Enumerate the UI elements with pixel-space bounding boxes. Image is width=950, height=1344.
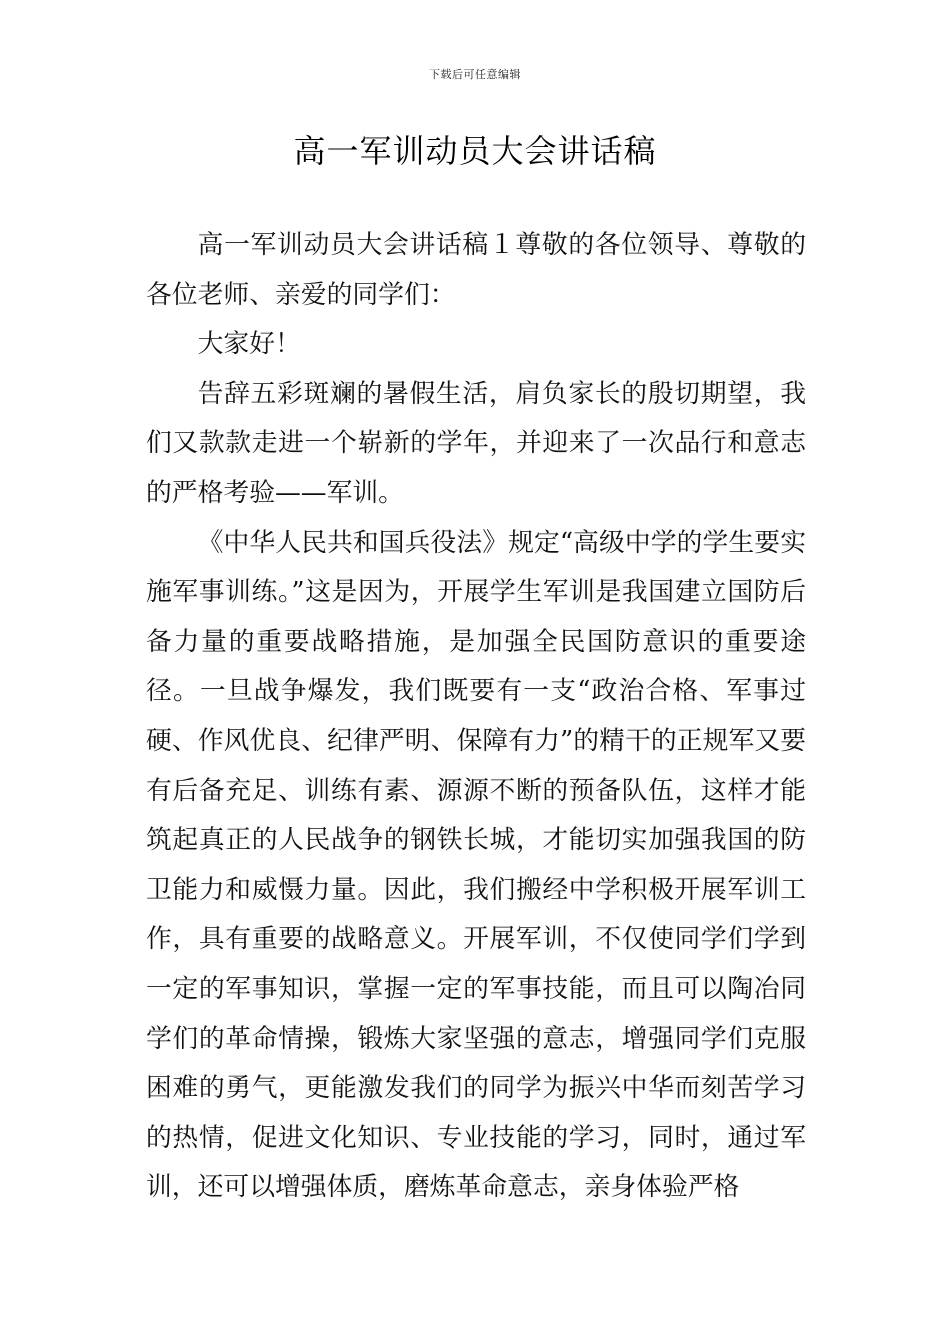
document-title: 高一军训动员大会讲话稿 [293,132,657,170]
paragraph-hello: 大家好！ [197,329,301,360]
download-note: 下载后可任意编辑 [429,68,521,81]
paragraph-greeting: 高一军训动员大会讲话稿１尊敬的各位领导、尊敬的各位老师、亲爱的同学们： [146,230,806,310]
paragraph-main: 《中华人民共和国兵役法》规定“高级中学的学生要实施军事训练。”这是因为，开展学生军训是我国建立国防后备力量的重要战略措施，是加强全民国防意识的重要途径。一旦战争爆发，我们既要有一支“政治合格、军事过硬、作风优良、纪律严明、保障有力”的精干的正规军又要有后备充足、训练有素、源源不断的预备队伍，这样才能筑起真正的人民战争的钢铁长城，才能切实加强我国的防卫能力和威慑力量。因此，我们搬经中学积极开展军训工作，具有重要的战略意义。开展军训，不仅使同学们学到一定的军事知识，掌握一定的军事技能，而且可以陶冶同学们的革命情操，锻炼大家坚强的意志，增强同学们克服困难的勇气，更能激发我们的同学为振兴中华而刻苦学习的热情，促进文化知识、专业技能的学习，同时，通过军训，还可以增强体质，磨炼革命意志，亲身体验严格 [146,527,806,1203]
paragraph-intro: 告辞五彩斑斓的暑假生活，肩负家长的殷切期望，我们又款款走进一个崭新的学年，并迎来了一次品行和意志的严格考验——军训。 [146,378,806,508]
document-body [146,221,806,1213]
